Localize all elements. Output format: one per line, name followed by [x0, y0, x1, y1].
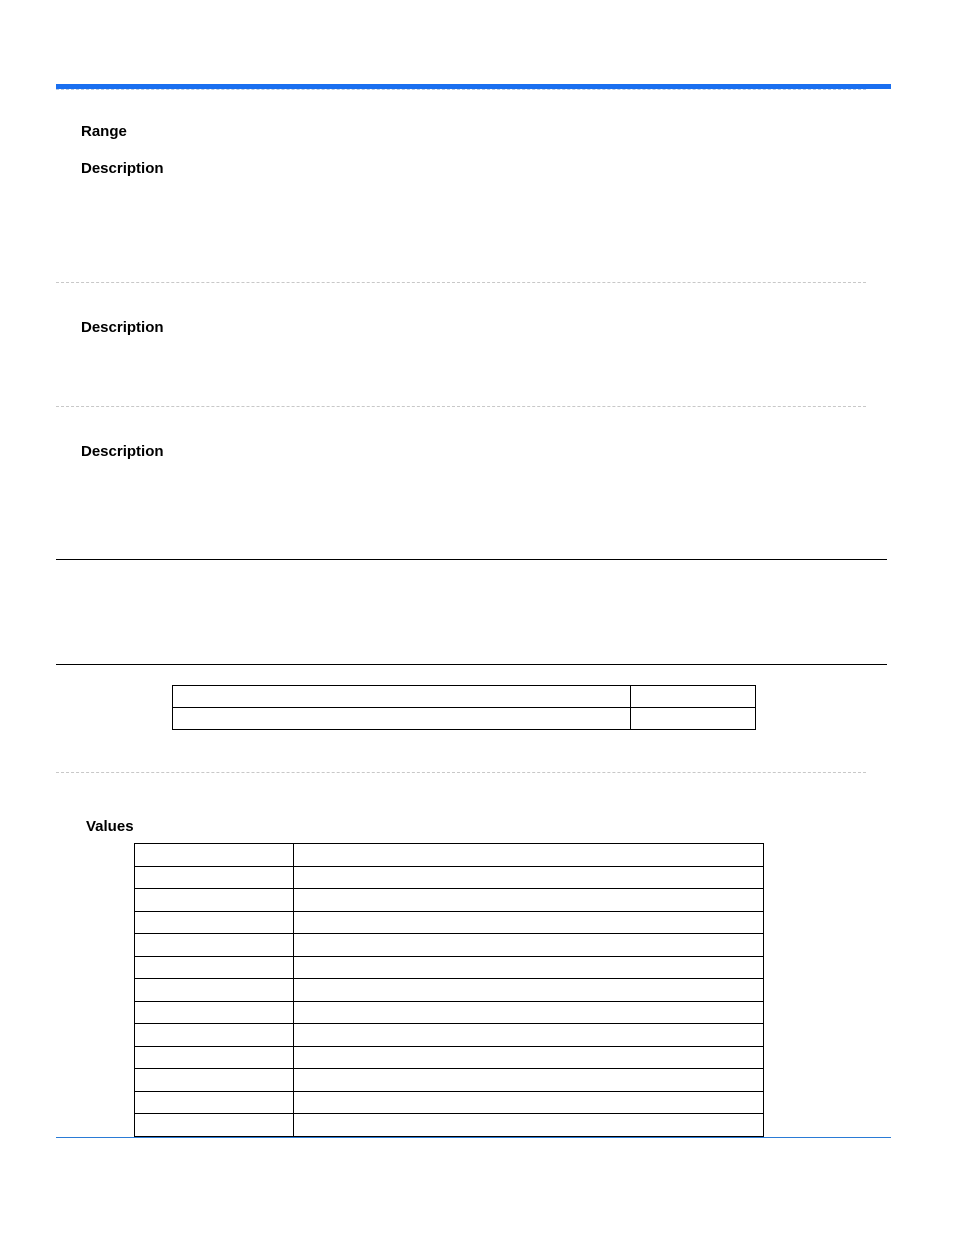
table-row — [135, 866, 764, 889]
description-heading-3: Description — [81, 443, 164, 460]
section-divider-2 — [56, 406, 866, 407]
table-cell — [135, 1091, 294, 1114]
table-cell — [294, 956, 764, 979]
table-cell — [294, 1024, 764, 1047]
table-cell — [135, 1114, 294, 1137]
table-row — [135, 1001, 764, 1024]
table-row — [135, 934, 764, 957]
table-cell — [294, 1069, 764, 1092]
table-cell — [173, 708, 631, 730]
table-row — [135, 1046, 764, 1069]
section-rule-1 — [56, 559, 887, 560]
table-cell — [631, 708, 756, 730]
table-row — [135, 979, 764, 1002]
table-cell — [294, 889, 764, 912]
table-cell — [294, 934, 764, 957]
section-rule-2 — [56, 664, 887, 665]
header-bar-underline — [56, 89, 866, 90]
table-row — [135, 1114, 764, 1137]
table-cell — [135, 866, 294, 889]
description-heading-2: Description — [81, 319, 164, 336]
table-cell — [294, 1001, 764, 1024]
table-row — [135, 1024, 764, 1047]
table-cell — [294, 979, 764, 1002]
section-divider-1 — [56, 282, 866, 283]
table-cell — [135, 844, 294, 867]
table-row — [135, 1091, 764, 1114]
table-cell — [135, 1001, 294, 1024]
footer-rule — [56, 1137, 891, 1138]
table-cell — [294, 866, 764, 889]
table-row — [173, 708, 756, 730]
table-cell — [135, 1046, 294, 1069]
table-cell — [135, 889, 294, 912]
summary-table — [172, 685, 756, 730]
table-cell — [135, 979, 294, 1002]
table-row — [135, 889, 764, 912]
table-row — [135, 844, 764, 867]
table-row — [135, 956, 764, 979]
table-cell — [631, 686, 756, 708]
table-cell — [173, 686, 631, 708]
values-heading: Values — [86, 818, 134, 835]
table-row — [135, 1069, 764, 1092]
description-heading-1: Description — [81, 160, 164, 177]
table-cell — [135, 934, 294, 957]
table-cell — [294, 1046, 764, 1069]
table-cell — [135, 911, 294, 934]
table-cell — [294, 1114, 764, 1137]
section-divider-3 — [56, 772, 866, 773]
values-table — [134, 843, 764, 1137]
table-row — [173, 686, 756, 708]
range-heading: Range — [81, 123, 127, 140]
table-cell — [135, 1024, 294, 1047]
table-cell — [294, 1091, 764, 1114]
table-cell — [294, 844, 764, 867]
table-cell — [135, 1069, 294, 1092]
table-cell — [135, 956, 294, 979]
table-row — [135, 911, 764, 934]
table-cell — [294, 911, 764, 934]
